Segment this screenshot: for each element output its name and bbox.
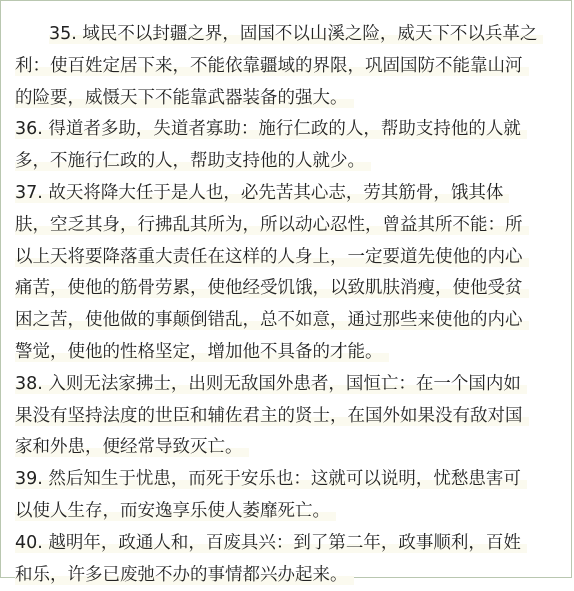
text-line	[15, 432, 561, 462]
text-line-content: 警觉，使他的性格坚定，增加他不具备的才能。	[15, 342, 389, 362]
text-line-content: 果没有坚持法度的世臣和辅佐君主的贤士，在国外如果没有敌对国	[15, 406, 529, 426]
text-line	[15, 114, 561, 144]
text-body	[15, 19, 561, 591]
text-line-content: 以使人生存，而安逸享乐使人萎靡死亡。	[15, 501, 336, 521]
text-line	[15, 273, 561, 303]
text-line	[15, 51, 561, 81]
text-line-content: 利：使百姓定居下来，不能依靠疆域的界限，巩固国防不能靠山河	[15, 56, 529, 76]
text-line	[15, 19, 561, 49]
text-line-content: 37. 故天将降大任于是人也，必先苦其心志，劳其筋骨，饿其体	[15, 183, 509, 203]
text-line	[15, 528, 561, 558]
text-line-content: 肤，空乏其身，行拂乱其所为，所以动心忍性，曾益其所不能：所	[15, 215, 529, 235]
text-line-content: 39. 然后知生于忧患，而死于安乐也：这就可以说明，忧愁患害可	[15, 469, 527, 489]
text-line	[15, 178, 561, 208]
text-line-content: 家和外患，便经常导致灭亡。	[15, 437, 249, 457]
text-line-content: 40. 越明年，政通人和，百废具兴：到了第二年，政事顺利，百姓	[15, 533, 527, 553]
text-line-content: 和乐，许多已废弛不办的事情都兴办起来。	[15, 565, 354, 585]
text-line	[15, 496, 561, 526]
text-line-content: 多，不施行仁政的人，帮助支持他的人就少。	[15, 151, 371, 171]
text-line-content: 以上天将要降落重大责任在这样的人身上，一定要道先使他的内心	[15, 247, 529, 267]
text-line	[15, 337, 561, 367]
text-line-content: 痛苦，使他的筋骨劳累，使他经受饥饿，以致肌肤消瘦，使他受贫	[15, 278, 529, 298]
text-line-content: 的险要，威慑天下不能靠武器装备的强大。	[15, 88, 354, 108]
text-line	[15, 560, 561, 590]
text-line	[15, 401, 561, 431]
text-line	[15, 146, 561, 176]
text-line-content: 35. 域民不以封疆之界，固国不以山溪之险，威天下不以兵革之	[49, 24, 543, 44]
text-line	[15, 464, 561, 494]
text-line-content: 38. 入则无法家拂士，出则无敌国外患者，国恒亡：在一个国内如	[15, 374, 527, 394]
text-line	[15, 369, 561, 399]
text-line	[15, 210, 561, 240]
text-line	[15, 242, 561, 272]
text-line-content: 36. 得道者多助，失道者寡助：施行仁政的人，帮助支持他的人就	[15, 119, 527, 139]
text-line-content: 困之苦，使他做的事颠倒错乱，总不如意，通过那些来使他的内心	[15, 310, 529, 330]
text-line	[15, 305, 561, 335]
text-line	[15, 83, 561, 113]
